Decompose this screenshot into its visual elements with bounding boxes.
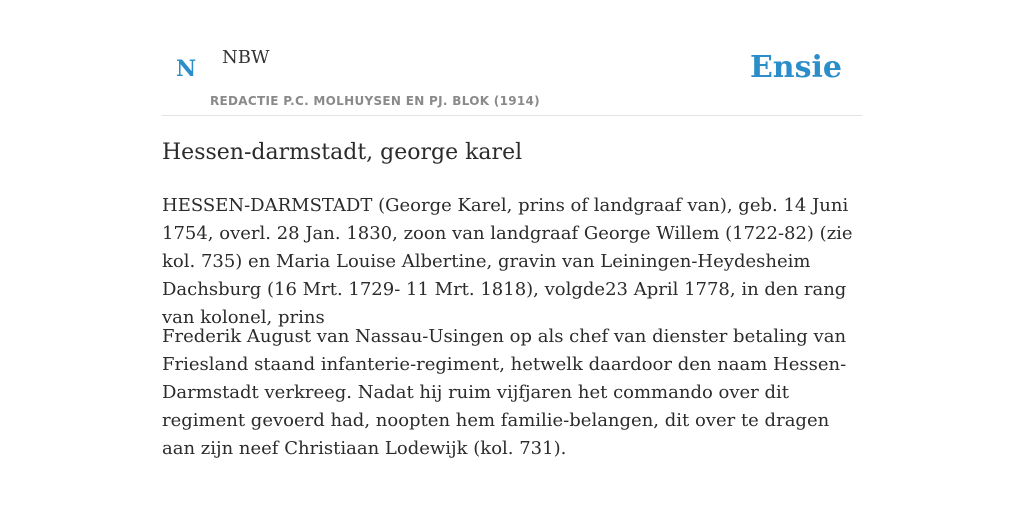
article-paragraph: Frederik August van Nassau-Usingen op als chef van dienster betaling van Friesland staand infanterie-regiment, hetwelk daardoor den naam Hessen-Darmstadt verkreeg. Nadat hij ruim vijfjaren het commando over dit regiment gevoerd had, noopten hem familie-belangen, dit over te dragen aan zijn neef Christiaan Lodewijk (kol. 731). bbox=[162, 326, 847, 459]
source-abbreviation[interactable]: NBW bbox=[222, 47, 270, 68]
brand-logo-link[interactable]: Ensie bbox=[749, 50, 842, 85]
article-title: Hessen-darmstadt, george karel bbox=[162, 140, 523, 165]
page bbox=[162, 0, 862, 459]
source-editors: REDACTIE P.C. MOLHUYSEN EN PJ. BLOK (1914) bbox=[210, 94, 540, 108]
source-logo-icon[interactable]: N bbox=[176, 56, 197, 82]
header bbox=[162, 0, 862, 116]
article-paragraph: HESSEN-DARMSTADT (George Karel, prins of landgraaf van), geb. 14 Juni 1754, overl. 28 Jan. 1830, zoon van landgraaf George Willem (1722-82) (zie kol. 735) en Maria Louise Albertine, gravin van Leiningen-Heydesheim Dachsburg (16 Mrt. 1729- 11 Mrt. 1818), volgde23 April 1778, in den rang van kolonel, prins bbox=[162, 195, 853, 328]
